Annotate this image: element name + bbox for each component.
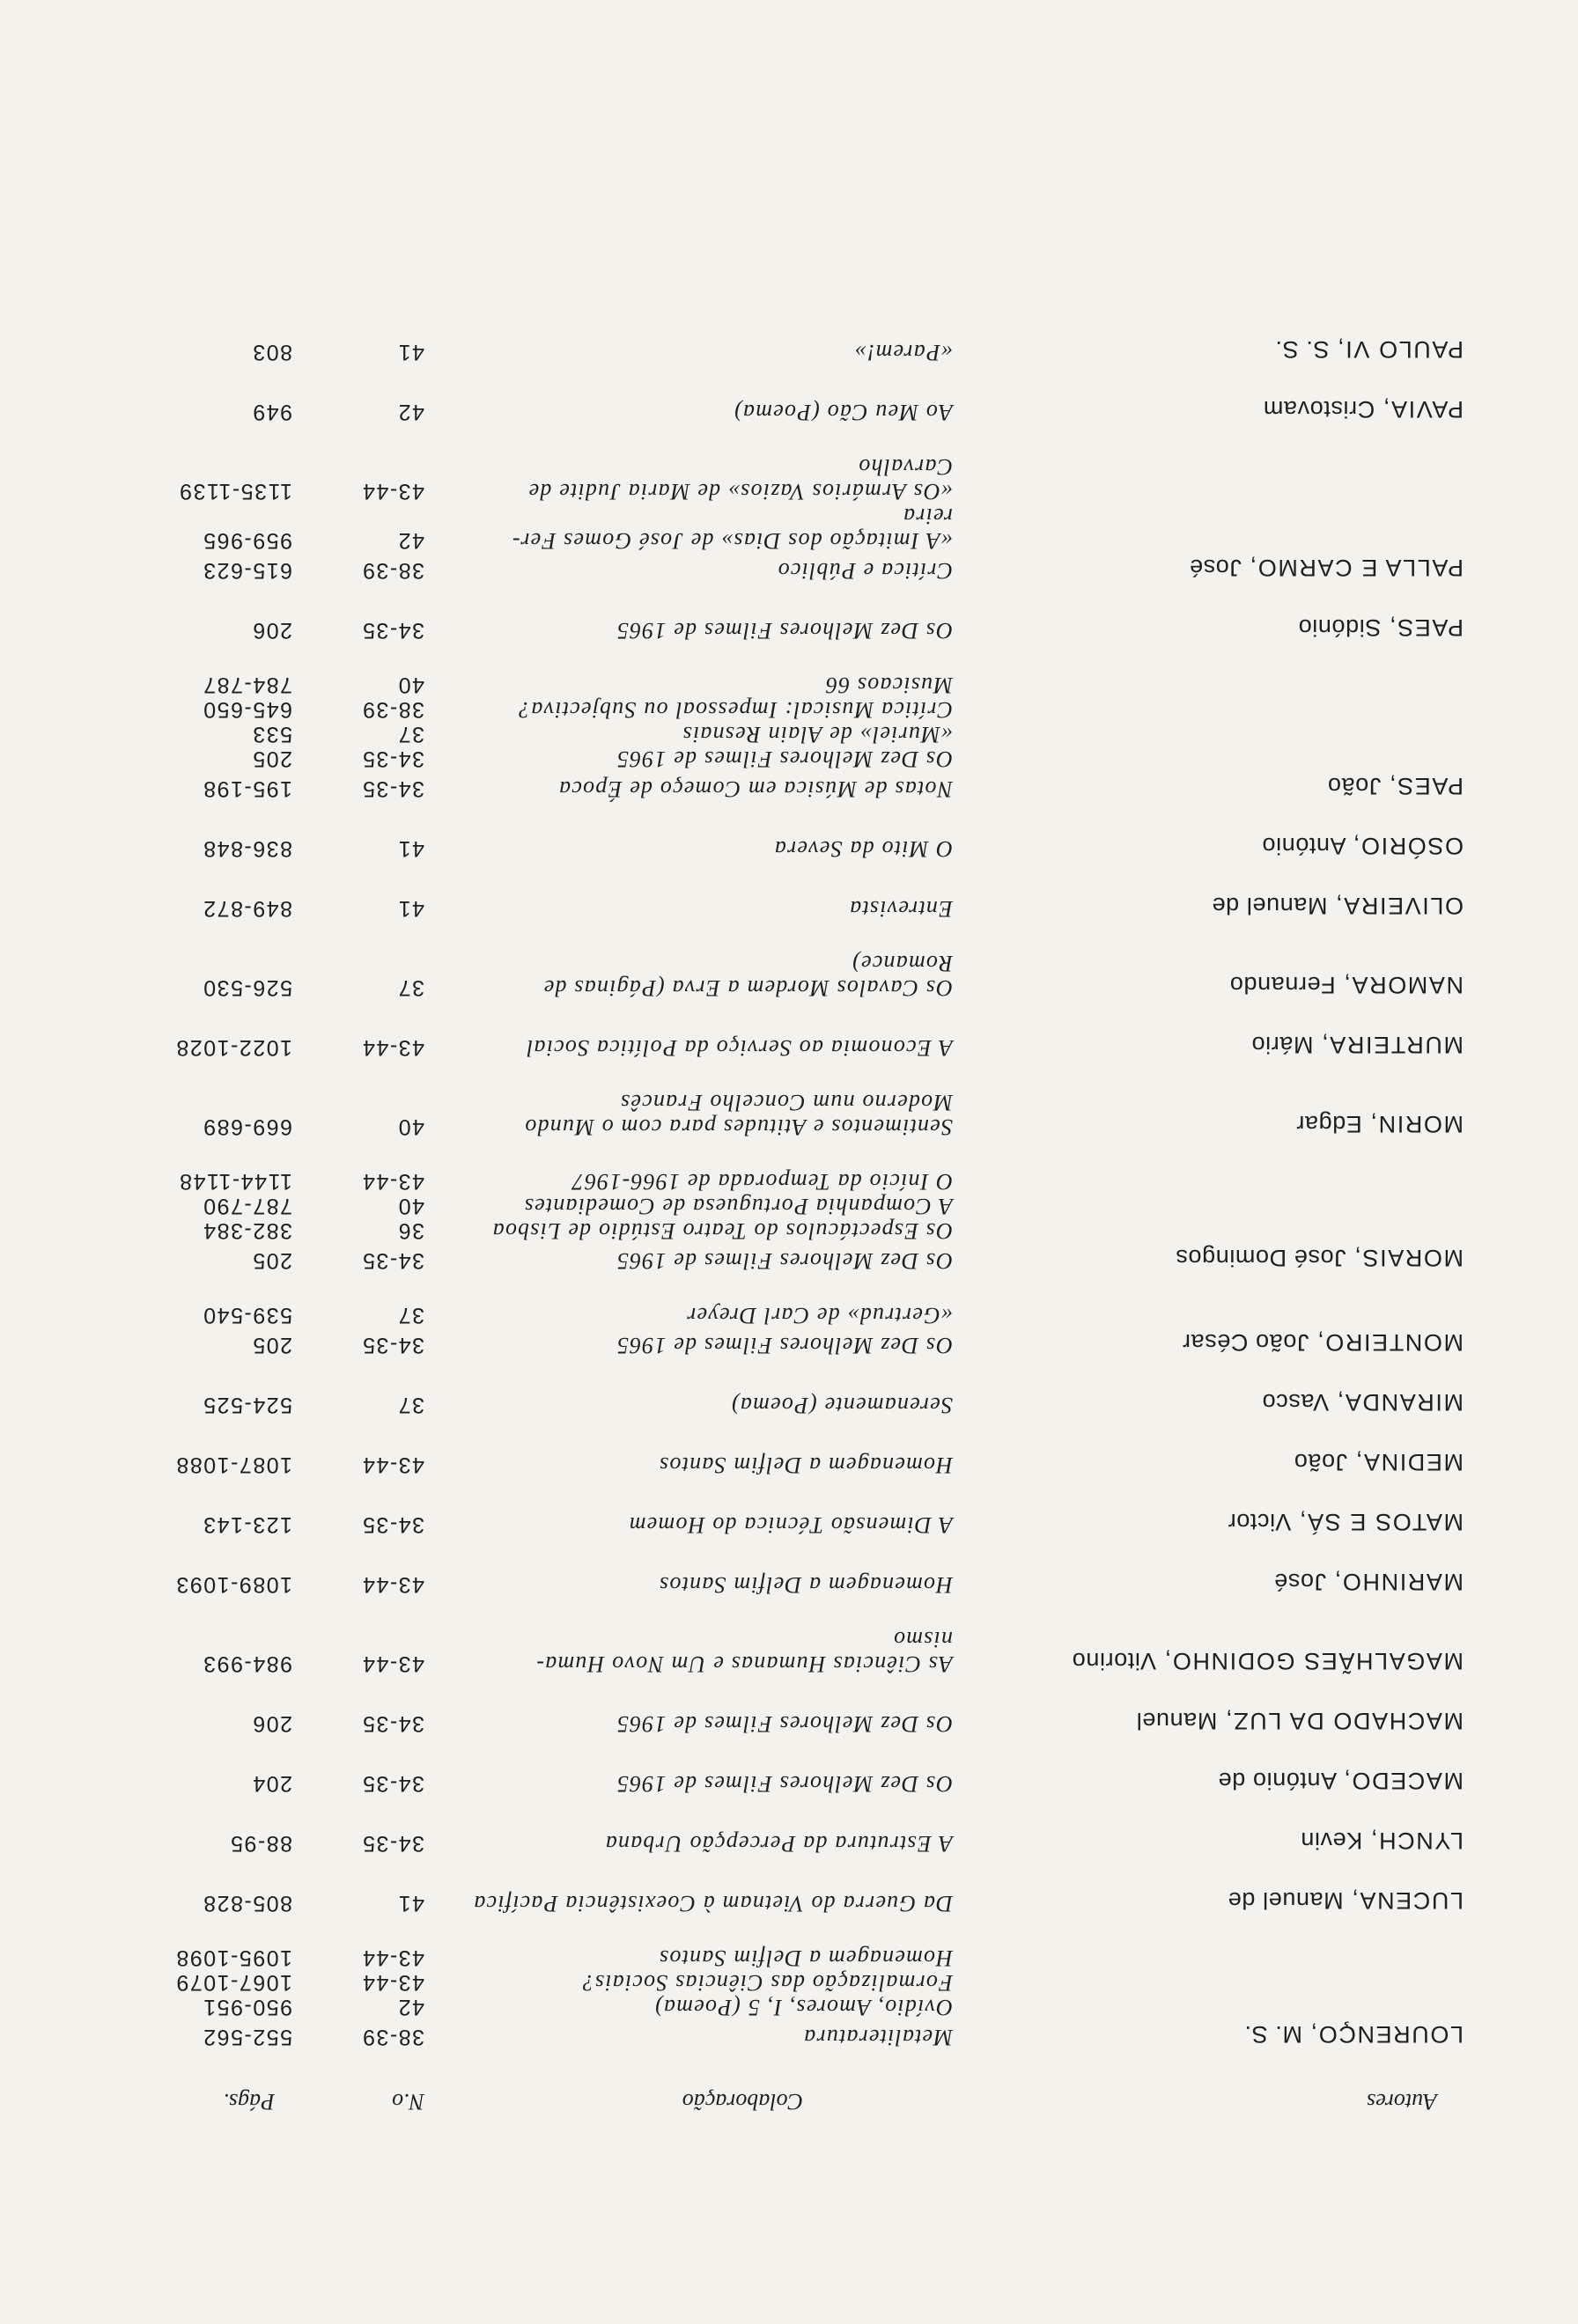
table-row xyxy=(55,1886,1464,1945)
table-row xyxy=(55,771,1464,831)
author-cell xyxy=(953,1327,1464,1387)
work-title-line: A Estrutura da Percepção Urbana xyxy=(604,1831,953,1857)
author-cell xyxy=(953,1706,1464,1766)
work-title-line: Ao Meu Cão (Poema) xyxy=(733,400,953,425)
page-range: 984-993 xyxy=(202,1651,292,1676)
work-title xyxy=(424,1945,953,1970)
work-title xyxy=(424,673,953,697)
work-title-line: O Mito da Severa xyxy=(773,836,953,862)
work-title-line: A Companhia Portuguesa de Comediantes xyxy=(523,1194,953,1219)
page-range: 784-787 xyxy=(202,673,292,697)
author-surname: MORAIS, xyxy=(1353,1245,1464,1271)
author-cell xyxy=(953,2019,1464,2056)
author-cell xyxy=(953,335,1464,394)
author-surname: PAULO VI, xyxy=(1336,336,1464,363)
issue-number: 43-44 xyxy=(361,1452,424,1477)
page-range: 205 xyxy=(251,1333,292,1357)
issue-number: 41 xyxy=(397,896,424,921)
work-title-line: Musicaos 66 xyxy=(824,673,953,698)
table-row xyxy=(55,831,1464,891)
issue-number: 41 xyxy=(397,340,424,364)
index-entry xyxy=(55,1303,1464,1387)
index-entry xyxy=(55,951,1464,1030)
issue-number: 40 xyxy=(397,673,424,697)
work-title xyxy=(424,1826,953,1886)
author-given-name: José xyxy=(1189,555,1242,581)
table-row xyxy=(55,1030,1464,1090)
work-title-line: Moderno num Concelho Francês xyxy=(619,1090,953,1115)
page-range: 526-530 xyxy=(202,975,292,1000)
page-range: 645-650 xyxy=(202,697,292,722)
issue-number: 43-44 xyxy=(361,1651,424,1676)
issue-number: 37 xyxy=(397,975,424,1000)
table-row xyxy=(55,613,1464,673)
author-cell xyxy=(953,1447,1464,1507)
table-row xyxy=(55,1945,1464,1970)
author-cell xyxy=(953,1218,1464,1243)
work-title-line: O Início da Temporada de 1966-1967 xyxy=(571,1169,953,1195)
author-cell xyxy=(953,1387,1464,1447)
author-cell xyxy=(953,697,1464,722)
author-cell xyxy=(953,394,1464,454)
table-row xyxy=(55,1627,1464,1706)
page-range: 669-689 xyxy=(202,1114,292,1139)
author-cell xyxy=(953,1507,1464,1567)
author-cell xyxy=(953,504,1464,553)
issue-number: 43-44 xyxy=(361,1945,424,1970)
work-title-line: Formalização das Ciências Sociais? xyxy=(581,1970,953,1996)
page-range: 1135-1139 xyxy=(178,479,292,504)
table-row xyxy=(55,746,1464,771)
page-range: 950-951 xyxy=(202,1995,292,2019)
author-cell xyxy=(953,1826,1464,1886)
page-range: 805-828 xyxy=(202,1891,292,1916)
page-range: 803 xyxy=(251,340,292,364)
work-title xyxy=(424,1995,953,2019)
page-range: 1144-1148 xyxy=(178,1169,292,1194)
author-cell xyxy=(953,1567,1464,1627)
work-title-line: nismo xyxy=(892,1627,953,1652)
work-title-line: Crítica e Público xyxy=(777,558,953,584)
author-surname: PAES, xyxy=(1388,614,1464,641)
work-title-line: «Parem!» xyxy=(853,340,953,365)
index-entry xyxy=(55,1945,1464,2056)
work-title xyxy=(424,1507,953,1567)
issue-number: 38-39 xyxy=(361,2025,424,2049)
author-surname: OLIVEIRA, xyxy=(1334,893,1464,919)
author-given-name: Sidónio xyxy=(1298,614,1382,641)
author-cell xyxy=(953,1970,1464,1995)
work-title-line: Crítica Musical: Impessoal ou Subjectiva? xyxy=(517,697,953,723)
work-title-line: Romance) xyxy=(852,951,953,976)
author-given-name: António xyxy=(1261,833,1346,859)
work-title xyxy=(424,1169,953,1194)
author-surname: MATOS E SÁ, xyxy=(1298,1509,1464,1535)
author-given-name: Vitorino xyxy=(1072,1648,1157,1674)
page-range: 205 xyxy=(251,1248,292,1273)
issue-number: 38-39 xyxy=(361,558,424,583)
table-row xyxy=(55,1090,1464,1169)
author-given-name: José Domingos xyxy=(1175,1245,1346,1271)
table-row xyxy=(55,1766,1464,1826)
work-title xyxy=(424,771,953,831)
author-given-name: José xyxy=(1273,1569,1327,1595)
work-title xyxy=(424,1030,953,1090)
issue-number: 43-44 xyxy=(361,1572,424,1597)
issue-number: 34-35 xyxy=(361,1248,424,1273)
page-range: 1022-1028 xyxy=(174,1035,292,1060)
work-title xyxy=(424,1218,953,1243)
work-title-line: Sentimentos e Atitudes para com o Mundo xyxy=(524,1114,953,1140)
index-entry xyxy=(55,891,1464,951)
index-entry xyxy=(55,1507,1464,1567)
table-row xyxy=(55,1218,1464,1243)
work-title-line: «Muriel» de Alain Resnais xyxy=(682,722,953,747)
table-row xyxy=(55,553,1464,613)
index-entry xyxy=(55,1387,1464,1447)
author-cell xyxy=(953,831,1464,891)
issue-number: 34-35 xyxy=(361,1512,424,1537)
index-entry xyxy=(55,1030,1464,1090)
page-range: 195-198 xyxy=(202,776,292,801)
issue-number: 38-39 xyxy=(361,697,424,722)
issue-number: 42 xyxy=(397,400,424,424)
page-range: 205 xyxy=(251,746,292,771)
index-entry xyxy=(55,1826,1464,1886)
work-title-line: «Gertrud» de Carl Dreyer xyxy=(686,1303,953,1328)
work-title xyxy=(424,1886,953,1945)
work-title xyxy=(424,1627,953,1706)
author-cell xyxy=(953,613,1464,673)
issue-number: 34-35 xyxy=(361,746,424,771)
work-title-line: Os Espectáculos do Teatro Estúdio de Lisboa xyxy=(491,1218,953,1244)
table-row xyxy=(55,722,1464,746)
work-title-line: Homenagem a Delfim Santos xyxy=(658,1572,953,1598)
issue-number: 42 xyxy=(397,1995,424,2019)
index-entry xyxy=(55,831,1464,891)
header-authors: Autores xyxy=(1367,2089,1437,2114)
author-given-name: Edgar xyxy=(1295,1111,1362,1137)
index-entry xyxy=(55,1886,1464,1945)
work-title-line: Os Dez Melhores Filmes de 1965 xyxy=(616,618,953,644)
page-range: 204 xyxy=(251,1771,292,1796)
issue-number: 37 xyxy=(397,722,424,746)
table-row xyxy=(55,1970,1464,1995)
index-entry xyxy=(55,1447,1464,1507)
author-surname: LYNCH, xyxy=(1369,1828,1464,1854)
author-surname: MACEDO, xyxy=(1342,1768,1464,1794)
index-entry xyxy=(55,454,1464,613)
header-pages: Págs. xyxy=(223,2089,275,2114)
author-given-name: Cristovam xyxy=(1263,396,1375,423)
index-entry xyxy=(55,1169,1464,1303)
author-surname: LOURENÇO, xyxy=(1309,2021,1464,2048)
author-given-name: João xyxy=(1294,1449,1348,1475)
work-title-line: «Os Armários Vazios» de Maria Judite de xyxy=(527,479,953,504)
table-row xyxy=(55,394,1464,454)
page-range: 382-384 xyxy=(202,1218,292,1243)
author-given-name: Victor xyxy=(1228,1509,1292,1535)
issue-number: 41 xyxy=(397,1891,424,1916)
table-row xyxy=(55,504,1464,553)
index-entry xyxy=(55,335,1464,394)
author-surname: LUCENA, xyxy=(1350,1887,1464,1914)
author-cell xyxy=(953,1303,1464,1327)
table-row xyxy=(55,1194,1464,1218)
author-cell xyxy=(953,1945,1464,1970)
author-cell xyxy=(953,891,1464,951)
page-range: 206 xyxy=(251,618,292,643)
issue-number: 34-35 xyxy=(361,1711,424,1736)
work-title xyxy=(424,2019,953,2056)
issue-number: 41 xyxy=(397,836,424,861)
issue-number: 43-44 xyxy=(361,479,424,504)
work-title xyxy=(424,613,953,673)
work-title-line: reira xyxy=(902,504,953,529)
author-surname: MIRANDA, xyxy=(1336,1389,1464,1416)
author-cell xyxy=(953,1030,1464,1090)
work-title xyxy=(424,722,953,746)
table-row xyxy=(55,2019,1464,2056)
work-title xyxy=(424,1327,953,1387)
author-surname: PALLA E CARMO, xyxy=(1249,555,1464,581)
page-range: 959-965 xyxy=(202,528,292,553)
table-row xyxy=(55,1706,1464,1766)
index-entry xyxy=(55,1567,1464,1627)
page-range: 836-848 xyxy=(202,836,292,861)
author-given-name: Fernando xyxy=(1229,972,1336,998)
issue-number: 43-44 xyxy=(361,1169,424,1194)
page-range: 539-540 xyxy=(202,1303,292,1327)
author-cell xyxy=(953,553,1464,613)
work-title-line: «A Imitação dos Dias» de José Gomes Fer- xyxy=(511,528,953,554)
table-row xyxy=(55,951,1464,1030)
author-cell xyxy=(953,1886,1464,1945)
work-title xyxy=(424,504,953,553)
index-entry xyxy=(55,673,1464,831)
work-title-line: Os Dez Melhores Filmes de 1965 xyxy=(616,1711,953,1737)
author-surname: MACHADO DA LUZ, xyxy=(1224,1708,1464,1734)
work-title-line: Serenamente (Poema) xyxy=(730,1393,953,1418)
work-title xyxy=(424,1194,953,1218)
work-title-line: Carvalho xyxy=(858,454,953,480)
page-range: 552-562 xyxy=(202,2025,292,2049)
work-title xyxy=(424,746,953,771)
author-given-name: Mário xyxy=(1250,1032,1314,1058)
page-range: 615-623 xyxy=(202,558,292,583)
table-row xyxy=(55,1303,1464,1327)
issue-number: 34-35 xyxy=(361,776,424,801)
issue-number: 34-35 xyxy=(361,618,424,643)
author-given-name: João César xyxy=(1182,1329,1309,1356)
author-given-name: Manuel de xyxy=(1211,893,1328,919)
issue-number: 43-44 xyxy=(361,1970,424,1995)
author-given-name: João xyxy=(1327,773,1382,799)
author-cell xyxy=(953,454,1464,504)
work-title xyxy=(424,1243,953,1303)
author-surname: OSÓRIO, xyxy=(1352,833,1464,859)
page-range: 533 xyxy=(251,722,292,746)
page-range: 123-143 xyxy=(202,1512,292,1537)
index-entry xyxy=(55,1090,1464,1169)
author-cell xyxy=(953,771,1464,831)
page-range: 1095-1098 xyxy=(174,1945,292,1970)
header-collaboration: Colaboração xyxy=(682,2089,803,2114)
page-range: 88-95 xyxy=(229,1831,292,1856)
author-given-name: S. S. xyxy=(1274,336,1330,363)
table-header xyxy=(55,2056,1464,2114)
author-cell xyxy=(953,1766,1464,1826)
author-cell xyxy=(953,746,1464,771)
work-title xyxy=(424,1766,953,1826)
author-surname: PAES, xyxy=(1388,773,1464,799)
author-cell xyxy=(953,1194,1464,1218)
author-given-name: Vasco xyxy=(1262,1389,1330,1416)
page-range: 849-872 xyxy=(202,896,292,921)
table-row xyxy=(55,1507,1464,1567)
table-row xyxy=(55,1567,1464,1627)
issue-number: 42 xyxy=(397,528,424,553)
author-surname: MAGALHÃES GODINHO, xyxy=(1163,1648,1464,1674)
author-cell xyxy=(953,1995,1464,2019)
table-row xyxy=(55,1387,1464,1447)
table-row xyxy=(55,1995,1464,2019)
work-title-line: As Ciências Humanas e Um Novo Huma- xyxy=(535,1651,953,1677)
issue-number: 43-44 xyxy=(361,1035,424,1060)
issue-number: 40 xyxy=(397,1194,424,1218)
work-title-line: Homenagem a Delfim Santos xyxy=(658,1945,953,1971)
issue-number: 40 xyxy=(397,1114,424,1139)
work-title-line: A Economia ao Serviço da Política Social xyxy=(525,1035,953,1061)
index-entry xyxy=(55,613,1464,673)
author-given-name: M. S. xyxy=(1243,2021,1302,2048)
page-range: 1067-1079 xyxy=(174,1970,292,1995)
table-row xyxy=(55,1327,1464,1387)
work-title-line: Metaliteratura xyxy=(803,2025,953,2050)
author-given-name: Manuel de xyxy=(1228,1887,1344,1914)
work-title-line: Os Dez Melhores Filmes de 1965 xyxy=(616,1248,953,1274)
page-range: 787-790 xyxy=(202,1194,292,1218)
work-title xyxy=(424,831,953,891)
page-range: 1087-1088 xyxy=(174,1452,292,1477)
page-range: 524-525 xyxy=(202,1393,292,1417)
header-issue-number: N.o xyxy=(392,2089,424,2114)
index-entry xyxy=(55,1706,1464,1766)
table-row xyxy=(55,673,1464,697)
work-title xyxy=(424,1706,953,1766)
author-given-name: Manuel xyxy=(1136,1708,1218,1734)
work-title xyxy=(424,1447,953,1507)
work-title-line: Notas de Música em Começo de Época xyxy=(557,776,953,802)
index-entry xyxy=(55,394,1464,454)
work-title xyxy=(424,951,953,1030)
issue-number: 34-35 xyxy=(361,1771,424,1796)
work-title xyxy=(424,1567,953,1627)
work-title-line: Da Guerra do Vietnam à Coexistência Pacífica xyxy=(473,1891,953,1916)
author-cell xyxy=(953,1090,1464,1169)
work-title-line: Entrevista xyxy=(849,896,953,922)
author-cell xyxy=(953,722,1464,746)
work-title xyxy=(424,454,953,504)
author-surname: MONTEIRO, xyxy=(1316,1329,1464,1356)
work-title xyxy=(424,394,953,454)
author-surname: NAMORA, xyxy=(1342,972,1464,998)
work-title-line: Os Dez Melhores Filmes de 1965 xyxy=(616,1771,953,1797)
work-title-line: Homenagem a Delfim Santos xyxy=(658,1452,953,1478)
work-title xyxy=(424,1303,953,1327)
table-row xyxy=(55,1243,1464,1303)
author-surname: MEDINA, xyxy=(1354,1449,1464,1475)
work-title-line: Os Dez Melhores Filmes de 1965 xyxy=(616,746,953,772)
table-row xyxy=(55,1169,1464,1194)
index-entry xyxy=(55,1627,1464,1706)
table-row xyxy=(55,697,1464,722)
author-surname: MURTEIRA, xyxy=(1320,1032,1464,1058)
author-cell xyxy=(953,1627,1464,1706)
index-entry xyxy=(55,1766,1464,1826)
page-range: 949 xyxy=(251,400,292,424)
author-surname: PAVIA, xyxy=(1382,396,1464,423)
page-range: 206 xyxy=(251,1711,292,1736)
table-row xyxy=(55,1826,1464,1886)
author-cell xyxy=(953,951,1464,1030)
work-title xyxy=(424,891,953,951)
author-given-name: António de xyxy=(1218,1768,1338,1794)
work-title-line: Os Cavalos Mordem a Erva (Páginas de xyxy=(542,975,953,1001)
author-cell xyxy=(953,1243,1464,1303)
author-surname: MORIN, xyxy=(1368,1111,1464,1137)
work-title-line: A Dimensão Técnica do Homem xyxy=(628,1512,953,1538)
author-surname: MARINHO, xyxy=(1333,1569,1464,1595)
author-cell xyxy=(953,673,1464,697)
work-title xyxy=(424,697,953,722)
work-title xyxy=(424,1090,953,1169)
work-title xyxy=(424,1387,953,1447)
work-title-line: Os Dez Melhores Filmes de 1965 xyxy=(616,1333,953,1358)
issue-number: 37 xyxy=(397,1393,424,1417)
issue-number: 36 xyxy=(397,1218,424,1243)
issue-number: 37 xyxy=(397,1303,424,1327)
author-cell xyxy=(953,1169,1464,1194)
work-title xyxy=(424,335,953,394)
work-title xyxy=(424,553,953,613)
work-title-line: Ovídio, Amores, I, 5 (Poema) xyxy=(653,1995,953,2020)
work-title xyxy=(424,1970,953,1995)
table-row xyxy=(55,891,1464,951)
issue-number: 34-35 xyxy=(361,1831,424,1856)
table-row xyxy=(55,1447,1464,1507)
author-given-name: Kevin xyxy=(1300,1828,1363,1854)
table-row xyxy=(55,454,1464,504)
page-range: 1089-1093 xyxy=(174,1572,292,1597)
issue-number: 34-35 xyxy=(361,1333,424,1357)
table-row xyxy=(55,335,1464,394)
author-index-table xyxy=(55,335,1464,2114)
